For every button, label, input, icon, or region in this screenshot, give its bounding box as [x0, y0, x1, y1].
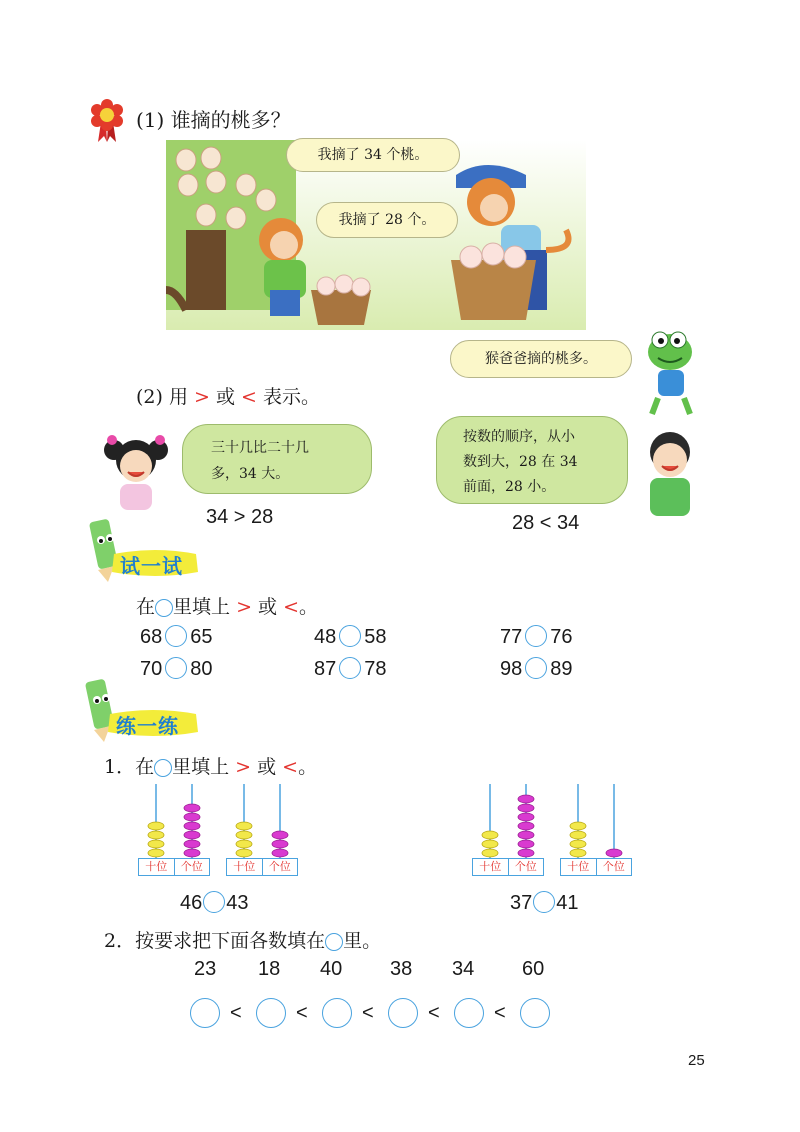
abacus-base-3: 十位 个位 [472, 858, 544, 876]
ones-bead [518, 795, 534, 803]
answer-circle-input[interactable] [203, 891, 225, 913]
answer-circle-icon [325, 933, 343, 951]
number-item: 38 [390, 958, 413, 980]
practice-question-2-label: 2．按要求把下面各数填在 里。 [104, 930, 382, 952]
try-comparison-item: 48 58 [314, 626, 387, 648]
number-item: 60 [522, 958, 545, 980]
tens-bead [570, 831, 586, 839]
number-item: 40 [320, 958, 343, 980]
try-comparison-item: 98 89 [500, 658, 573, 680]
try-instruction: 在 里填上 > 或 <。 [136, 596, 319, 618]
boy-speech-line-1: 按数的顺序，从小 [463, 429, 575, 445]
ones-bead [184, 804, 200, 812]
tens-bead [570, 822, 586, 830]
dad-monkey-speech: 我摘了 34 个桃。 [317, 147, 429, 163]
tens-bead [570, 840, 586, 848]
try-comparison-item: 70 80 [140, 658, 213, 680]
ones-bead [272, 849, 288, 857]
frog-speech: 猴爸爸摘的桃多。 [485, 351, 597, 367]
tens-bead [148, 849, 164, 857]
number-item: 34 [452, 958, 475, 980]
ones-bead [184, 813, 200, 821]
ones-bead [184, 831, 200, 839]
ones-bead [184, 840, 200, 848]
try-comparison-item: 87 78 [314, 658, 387, 680]
tens-bead [236, 849, 252, 857]
tens-bead [236, 840, 252, 848]
question-1-label: (1) 谁摘的桃多？ [136, 108, 291, 132]
ones-bead [272, 831, 288, 839]
less-than-sign: < [494, 1002, 506, 1024]
less-than-sign: < [362, 1002, 374, 1024]
ones-bead [184, 849, 200, 857]
page-number: 25 [688, 1052, 705, 1069]
comparison-result-right: 28 < 34 [512, 512, 580, 534]
tens-bead [482, 831, 498, 839]
answer-circle-input[interactable] [533, 891, 555, 913]
ones-bead [518, 849, 534, 857]
less-than-sign: < [230, 1002, 242, 1024]
tens-bead [570, 849, 586, 857]
try-comparison-item: 68 65 [140, 626, 213, 648]
abacus-base-2: 十位 个位 [226, 858, 298, 876]
ones-bead [518, 840, 534, 848]
tens-bead [236, 831, 252, 839]
try-comparison-item: 77 76 [500, 626, 573, 648]
tens-bead [148, 822, 164, 830]
number-item: 23 [194, 958, 217, 980]
order-answer-circle[interactable] [190, 998, 220, 1028]
ones-bead [518, 831, 534, 839]
order-answer-circle[interactable] [520, 998, 550, 1028]
order-answer-circle[interactable] [322, 998, 352, 1028]
ones-bead [518, 804, 534, 812]
ones-bead [184, 822, 200, 830]
practice-section-title: 练一练 [116, 714, 179, 738]
tens-bead [236, 822, 252, 830]
ones-bead [606, 849, 622, 857]
ones-bead [518, 822, 534, 830]
abacus-base-1: 十位 个位 [138, 858, 210, 876]
try-section-title: 试一试 [120, 554, 183, 578]
boy-speech-line-2: 数到大，28 在 34 [463, 454, 578, 470]
abacus-comparison-left: 46 43 [180, 892, 249, 914]
tens-bead [148, 840, 164, 848]
tens-bead [482, 849, 498, 857]
girl-speech-line-1: 三十几比二十几 [211, 440, 309, 456]
order-answer-circle[interactable] [454, 998, 484, 1028]
number-item: 18 [258, 958, 281, 980]
order-answer-circle[interactable] [256, 998, 286, 1028]
tens-bead [148, 831, 164, 839]
girl-speech-line-2: 多，34 大。 [211, 466, 290, 482]
boy-speech-line-3: 前面，28 小。 [463, 479, 556, 495]
question-2-label: (2) 用 > 或 < 表示。 [136, 386, 320, 408]
abacus-comparison-right: 37 41 [510, 892, 579, 914]
practice-question-1-label: 1．在 里填上 > 或 <。 [104, 756, 318, 778]
tens-bead [482, 840, 498, 848]
kid-monkey-speech: 我摘了 28 个。 [338, 212, 436, 228]
ones-bead [272, 840, 288, 848]
order-answer-circle[interactable] [388, 998, 418, 1028]
less-than-sign: < [296, 1002, 308, 1024]
less-than-sign: < [428, 1002, 440, 1024]
ones-bead [518, 813, 534, 821]
abacus-base-4: 十位 个位 [560, 858, 632, 876]
comparison-result-left: 34 > 28 [206, 506, 274, 528]
